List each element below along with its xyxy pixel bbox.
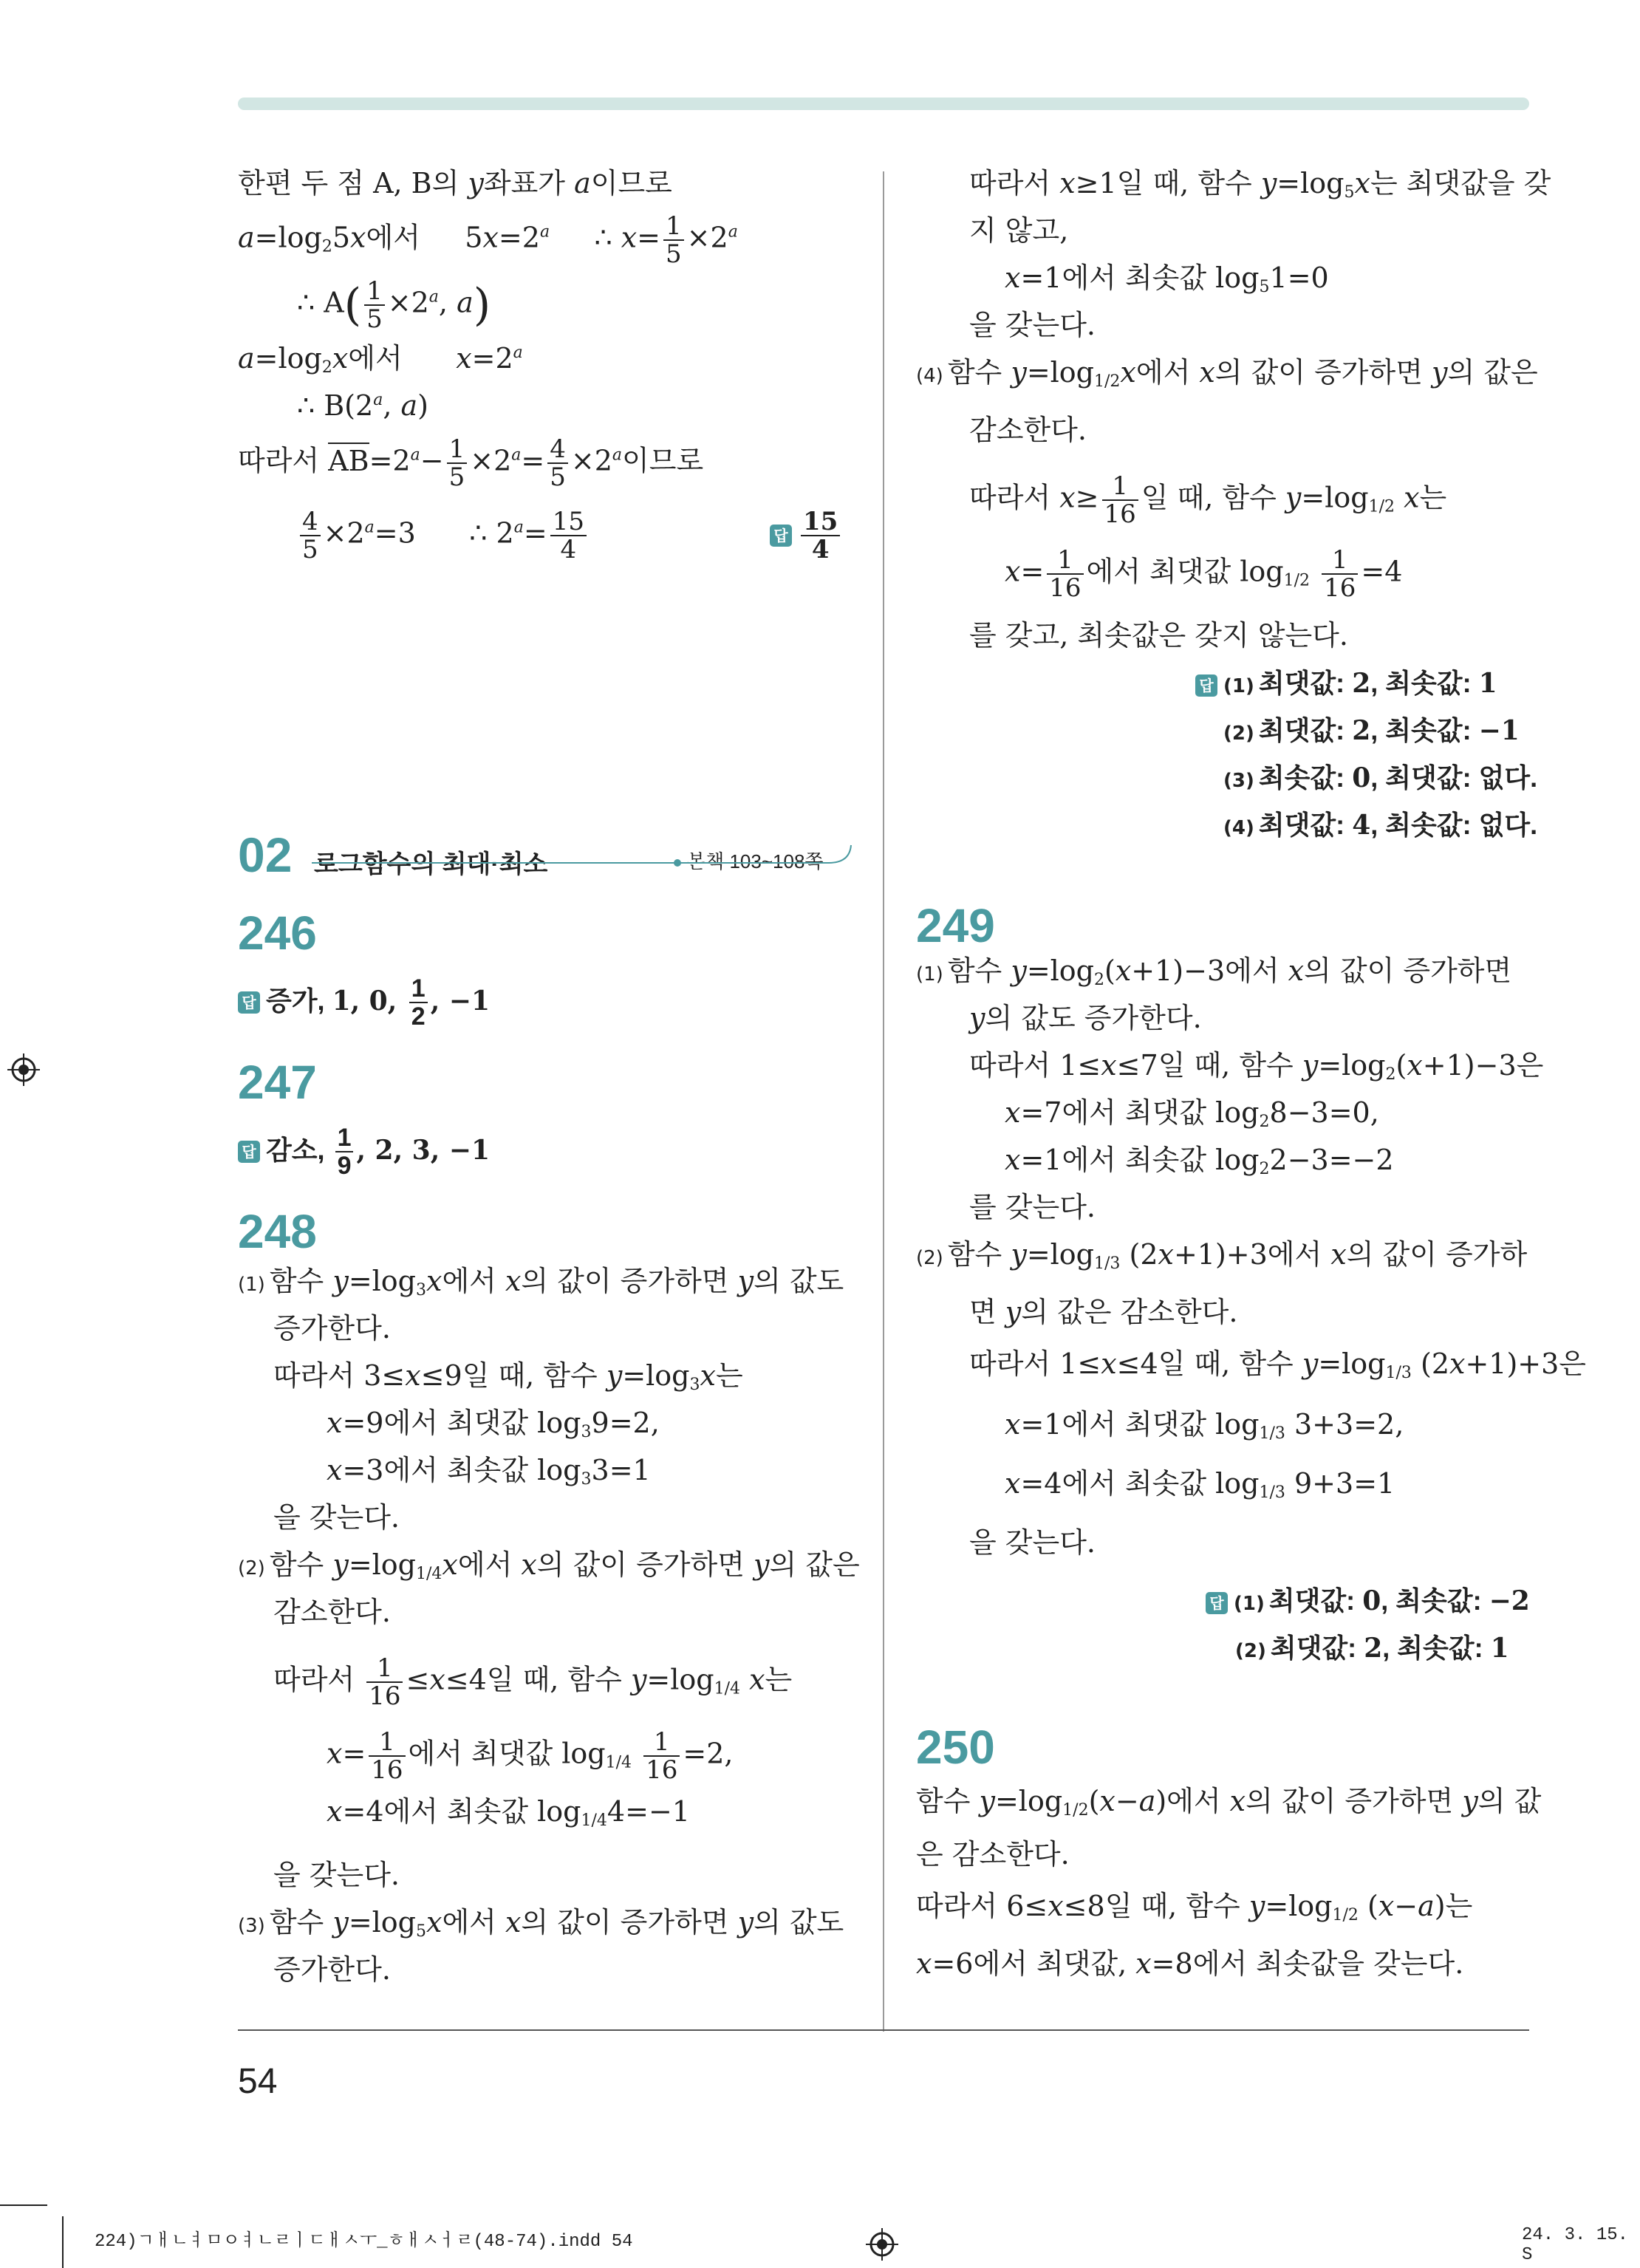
p250-line-3: 따라서 6≤x≤8일 때, 함수 $y=\log_{1/2}$ (x−a)는 [916,1890,1473,1924]
p249-line-10: x=1에서 최댓값 $\log_{1/3} 3+3=2$, [1005,1408,1404,1443]
answer-247: 답 감소, $\frac{1}{9}$ , 2, 3, −1 [238,1124,490,1179]
intro-line-5: ∴ B(2$^a$, a) [297,389,428,422]
p249-line-6: 를 갖는다. [969,1191,1096,1223]
p250-line-2: 은 감소한다. [916,1838,1070,1871]
p248-line-9: 따라서 $\frac{1}{16}$ ≤x≤4일 때, 함수 $y=\log_{1/4}$ x는 [273,1653,793,1711]
problem-number-246: 246 [238,906,317,960]
p249-line-5: x=1에서 최솟값 $\log_22-3=-2$ [1005,1144,1394,1178]
p249-line-9: 따라서 1≤x≤4일 때, 함수 $y=\log_{1/3}$ (2x+1)+3은 [969,1348,1587,1382]
intro-answer: 답 $\frac{15}{4}$ [770,508,843,563]
r-line-2: 지 않고, [969,214,1069,247]
p249-line-12: 을 갖는다. [969,1526,1096,1559]
p248-line-2: 증가한다. [273,1312,391,1345]
p248-line-14: 증가한다. [273,1953,391,1986]
p248-answer-1: 답 (1) 최댓값: 2, 최솟값: 1 [1195,666,1497,703]
intro-line-7: $\frac{4}{5}$ $\times 2^a=3$ ∴ $2^a=$ $\frac{15}{4}$ [297,508,590,563]
intro-line-4: $a=\log_2x$에서 $x=2^a$ [238,342,523,377]
section-reference: 본책 103~108쪽 [674,847,824,876]
crop-mark [62,2216,64,2268]
p250-line-4: x=6에서 최댓값, x=8에서 최솟값을 갖는다. [916,1947,1464,1980]
intro-line-1: 한편 두 점 A, B의 y좌표가 a이므로 [238,167,672,199]
p248-line-8: 감소한다. [273,1596,391,1628]
page-number: 54 [238,2062,278,2101]
problem-number-249: 249 [916,899,995,952]
p248-line-6: 을 갖는다. [273,1501,400,1534]
r-line-5: (4) 함수 $y=\log_{1/2}x$에서 x의 값이 증가하면 y의 값은 [916,356,1538,391]
section-number: 02 [238,827,293,882]
p248-line-7: (2) 함수 $y=\log_{1/4}x$에서 x의 값이 증가하면 y의 값은 [238,1548,860,1583]
intro-line-6: 따라서 $AB=2^a-$ $\frac{1}{5}$ $\times 2^a=$ $\frac{4}{5}$ $\times 2^a$이므로 [238,434,704,492]
section-title: 로그함수의 최대·최소 [314,850,548,878]
p248-line-10: x= $\frac{1}{16}$ 에서 최댓값 $\log_{1/4}$ $\frac{1}{16}$ =2, [327,1727,734,1785]
r-line-1: 따라서 x≥1일 때, 함수 $y=\log_5x$는 최댓값을 갖 [969,167,1551,202]
problem-number-247: 247 [238,1056,317,1109]
p248-answer-4: (4) 최댓값: 4, 최솟값: 없다. [1223,810,1538,841]
r-line-7: 따라서 x≥ $\frac{1}{16}$ 일 때, 함수 $y=\log_{1/2}$ x는 [969,471,1447,529]
crop-mark [0,2204,47,2206]
p248-line-5: x=3에서 최솟값 $\log_33=1$ [327,1454,651,1489]
p249-line-3: 따라서 1≤x≤7일 때, 함수 $y=\log_2(x+1)-3$은 [969,1049,1544,1084]
p248-line-1: (1) 함수 $y=\log_3x$에서 x의 값이 증가하면 y의 값도 [238,1265,844,1299]
p249-line-2: y의 값도 증가한다. [969,1002,1202,1034]
answer-badge: 답 [238,991,260,1014]
p248-line-3: 따라서 3≤x≤9일 때, 함수 $y=\log_3x$는 [273,1359,743,1394]
p248-answer-3: (3) 최솟값: 0, 최댓값: 없다. [1223,762,1538,793]
problem-number-250: 250 [916,1721,995,1774]
intro-line-2: $a=\log_25x$에서 $5x=2^a$ ∴ x= $\frac{1}{5}$ $\times 2^a$ [238,211,738,269]
top-decorative-bar [238,98,1529,110]
r-line-3: x=1에서 최솟값 $\log_51=0$ [1005,262,1329,296]
p248-answer-2: (2) 최댓값: 2, 최솟값: −1 [1223,715,1520,746]
intro-line-3: ∴ A( $\frac{1}{5}$ $\times 2^a$, a) [297,276,491,334]
answer-badge: 답 [238,1141,260,1163]
p249-line-1: (1) 함수 $y=\log_2(x+1)-3$에서 x의 값이 증가하면 [916,954,1512,989]
registration-mark-icon [866,2228,898,2261]
answer-badge: 답 [1206,1592,1228,1614]
footer-filename: 224)ㄱㅐㄴㅕㅁㅇㅕㄴㄹㅣㄷㅐㅅㅜ_ㅎㅐㅅㅓㄹ(48-74).indd 54 [95,2232,633,2252]
bottom-rule [238,2029,1529,2031]
p249-line-11: x=4에서 최솟값 $\log_{1/3} 9+3=1$ [1005,1467,1395,1502]
r-line-4: 을 갖는다. [969,309,1096,341]
registration-mark-icon [7,1053,40,1086]
r-line-9: 를 갖고, 최솟값은 갖지 않는다. [969,619,1348,652]
answer-246: 답 증가, 1, 0, $\frac{1}{2}$ , −1 [238,975,490,1030]
column-divider [883,171,884,2032]
p250-line-1: 함수 $y=\log_{1/2}(x-a)$에서 x의 값이 증가하면 y의 값 [916,1785,1542,1820]
p249-answer-1: 답 (1) 최댓값: 0, 최솟값: −2 [1206,1584,1530,1620]
r-line-6: 감소한다. [969,414,1087,446]
p249-line-7: (2) 함수 $y=\log_{1/3}$ (2x+1)+3에서 x의 값이 증가하 [916,1238,1528,1273]
problem-number-248: 248 [238,1205,317,1258]
p249-line-4: x=7에서 최댓값 $\log_28-3=0$, [1005,1096,1379,1131]
answer-badge: 답 [1195,674,1217,697]
p248-line-11: x=4에서 최솟값 $\log_{1/4}4=-1$ [327,1795,690,1830]
p249-answer-2: (2) 최댓값: 2, 최솟값: 1 [1235,1633,1509,1664]
r-line-8: x= $\frac{1}{16}$ 에서 최댓값 $\log_{1/2}$ $\frac{1}{16}$ =4 [1005,545,1403,603]
p248-line-12: 을 갖는다. [273,1859,400,1891]
footer-date: 24. 3. 15. S [1522,2225,1629,2265]
p248-line-13: (3) 함수 $y=\log_5x$에서 x의 값이 증가하면 y의 값도 [238,1906,844,1941]
section-underline [312,835,854,864]
p248-line-4: x=9에서 최댓값 $\log_39=2$, [327,1407,660,1441]
p249-line-8: 면 y의 값은 감소한다. [969,1296,1238,1328]
answer-badge: 답 [770,525,792,547]
